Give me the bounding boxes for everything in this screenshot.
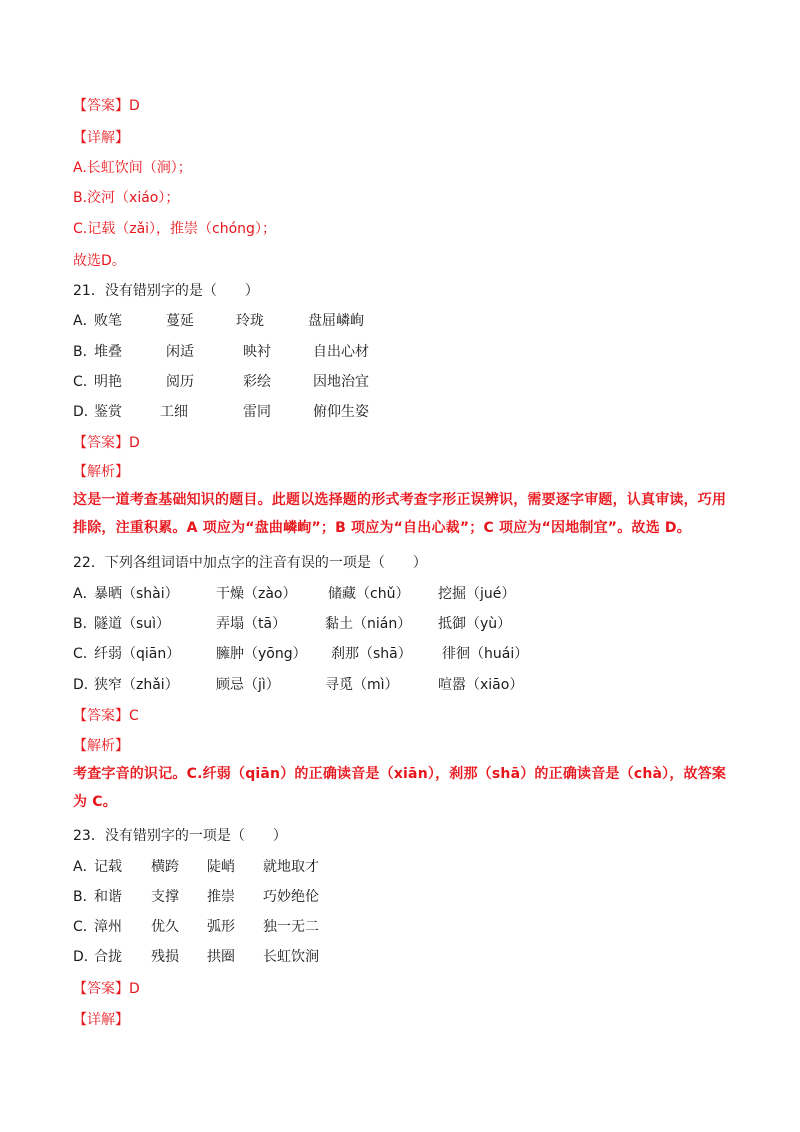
option-word: 就地取才 [263, 859, 319, 875]
option-word: 干燥（zào） [216, 586, 297, 602]
q21-analysis-tag: 【解析】 [73, 464, 129, 480]
option-word: 黏土（nián） [325, 616, 412, 632]
option-word: 巧妙绝伦 [263, 889, 319, 905]
option-word: 工细 [160, 404, 188, 420]
option-word: 弄塌（tā） [216, 616, 287, 632]
option-word: 暴晒（shài） [94, 586, 179, 602]
option-word: 储藏（chǔ） [328, 586, 410, 602]
option-word: 残损 [151, 949, 179, 965]
option-word: 自出心材 [313, 344, 369, 360]
option-word: 败笔 [94, 313, 122, 329]
option-word: 寻觅（mì） [325, 677, 399, 693]
option-word: 彩绘 [243, 374, 271, 390]
detail-line-conclusion: 故选D。 [73, 253, 126, 269]
option-word: 明艳 [94, 374, 122, 390]
option-label: A． [73, 313, 97, 329]
option-word: 支撑 [151, 889, 179, 905]
option-word: 推崇 [207, 889, 235, 905]
option-word: 优久 [151, 919, 179, 935]
option-label: C． [73, 646, 97, 662]
option-word: 盘屈嶙峋 [308, 313, 364, 329]
option-label: B． [73, 889, 97, 905]
option-word: 独一无二 [263, 919, 319, 935]
detail-tag-block1: 【详解】 [73, 130, 129, 146]
q22-stem: 22．下列各组词语中加点字的注音有误的一项是（ ） [73, 555, 427, 571]
option-word: 记载 [94, 859, 122, 875]
answer-value: D [129, 435, 140, 451]
option-word: 隧道（suì） [94, 616, 171, 632]
option-word: 陡峭 [207, 859, 235, 875]
q23-answer-line [73, 979, 140, 999]
option-word: 弧形 [207, 919, 235, 935]
option-word: 臃肿（yōng） [216, 646, 307, 662]
option-word: 喧嚣（xiāo） [438, 677, 524, 693]
q22-answer-line [73, 706, 139, 726]
option-label: D． [73, 949, 98, 965]
detail-line-a: A.长虹饮间（涧）； [73, 160, 192, 176]
option-word: 鉴赏 [94, 404, 122, 420]
q21-stem: 21．没有错别字的是（ ） [73, 283, 259, 299]
option-label: D． [73, 677, 98, 693]
q21-analysis-text: 这是一道考查基础知识的题目。此题以选择题的形式考查字形正误辨识，需要逐字审题，认真审读，巧用排除，注重积累。A 项应为“盘曲嶙峋”；B 项应为“自出心裁”；C 项应为“因地制宜”。故选 D。 [73, 492, 727, 536]
option-word: 俯仰生姿 [313, 404, 369, 420]
option-word: 玲珑 [236, 313, 264, 329]
option-word: 长虹饮涧 [263, 949, 319, 965]
answer-tag: 【答案】 [73, 98, 129, 114]
option-word: 挖掘（jué） [438, 586, 516, 602]
option-label: A． [73, 586, 97, 602]
option-word: 和谐 [94, 889, 122, 905]
option-word: 徘徊（huái） [442, 646, 529, 662]
answer-tag: 【答案】 [73, 708, 129, 724]
q22-analysis-text: 考查字音的识记。C.纤弱（qiān）的正确读音是（xiān），刹那（shā）的正确读音是（chà），故答案为 C。 [73, 766, 727, 810]
q23-detail-tag: 【详解】 [73, 1012, 129, 1028]
option-word: 闲适 [166, 344, 194, 360]
option-label: A． [73, 859, 97, 875]
q23-stem: 23．没有错别字的一项是（ ） [73, 828, 287, 844]
option-word: 拱圈 [207, 949, 235, 965]
option-word: 蔓延 [166, 313, 194, 329]
answer-value: C [129, 708, 139, 724]
q22-analysis-tag: 【解析】 [73, 738, 129, 754]
option-word: 刹那（shā） [331, 646, 412, 662]
option-word: 阅历 [166, 374, 194, 390]
option-label: B． [73, 616, 97, 632]
option-label: C． [73, 919, 97, 935]
answer-value: D [129, 98, 140, 114]
option-label: D． [73, 404, 98, 420]
option-word: 映衬 [243, 344, 271, 360]
answer-tag: 【答案】 [73, 435, 129, 451]
answer-value: D [129, 981, 140, 997]
option-label: B． [73, 344, 97, 360]
q21-answer-line [73, 433, 140, 453]
detail-line-b: B.洨河（xiáo）； [73, 190, 180, 206]
option-word: 纤弱（qiān） [94, 646, 181, 662]
answer-tag: 【答案】 [73, 981, 129, 997]
option-word: 漳州 [94, 919, 122, 935]
option-word: 抵御（yù） [438, 616, 512, 632]
option-word: 因地治宜 [313, 374, 369, 390]
option-word: 狭窄（zhǎi） [94, 677, 179, 693]
option-word: 横跨 [151, 859, 179, 875]
answer-line-block1 [73, 96, 140, 116]
option-word: 雷同 [243, 404, 271, 420]
option-word: 顾忌（jì） [216, 677, 280, 693]
detail-line-c: C.记载（zǎi），推崇（chóng）； [73, 221, 276, 237]
option-word: 合拢 [94, 949, 122, 965]
option-word: 堆叠 [94, 344, 122, 360]
option-label: C． [73, 374, 97, 390]
